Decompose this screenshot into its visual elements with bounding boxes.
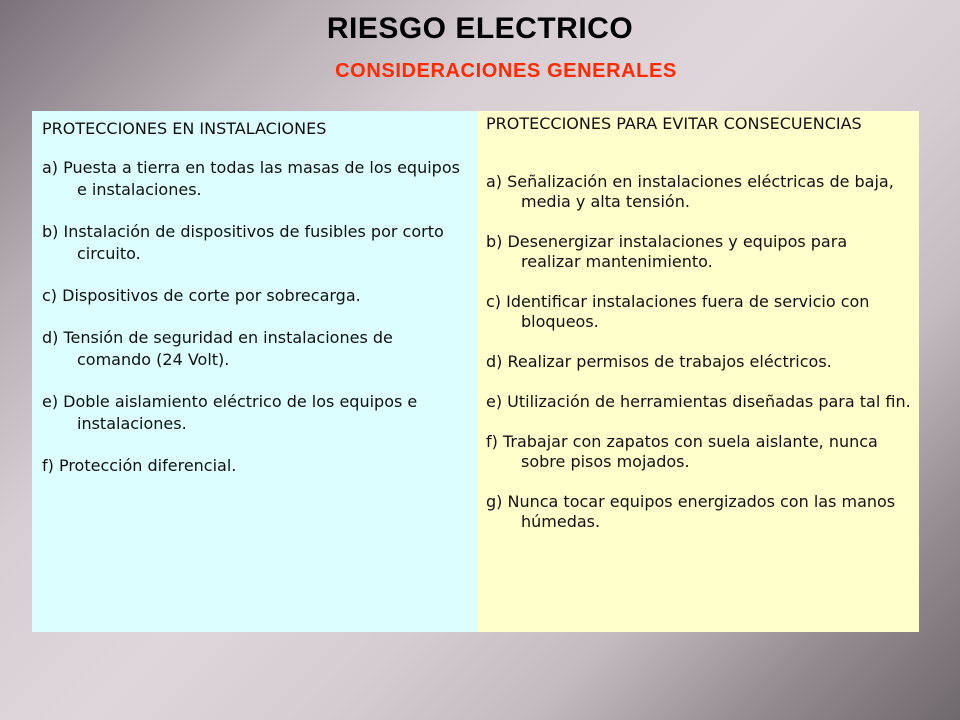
page-title: RIESGO ELECTRICO <box>326 12 634 45</box>
list-item: b) Instalación de dispositivos de fusibles por corto circuito. <box>42 222 444 263</box>
list-item: g) Nunca tocar equipos energizados con las manos húmedas. <box>486 492 896 531</box>
list-item: d) Realizar permisos de trabajos eléctricos. <box>486 352 832 371</box>
list-item: c) Identificar instalaciones fuera de servicio con bloqueos. <box>486 292 870 331</box>
list-item: e) Doble aislamiento eléctrico de los equipos e instalaciones. <box>42 392 418 433</box>
consequence-protections-panel <box>477 111 919 632</box>
list-item: e) Utilización de herramientas diseñadas para tal fin. <box>486 392 911 411</box>
list-item: f) Trabajar con zapatos con suela aislante, nunca sobre pisos mojados. <box>486 432 878 471</box>
list-item: f) Protección diferencial. <box>42 456 237 475</box>
installation-protections-heading: PROTECCIONES EN INSTALACIONES <box>42 119 327 138</box>
consequence-protections-heading: PROTECCIONES PARA EVITAR CONSECUENCIAS <box>486 114 862 133</box>
list-item: d) Tensión de seguridad en instalaciones de comando (24 Volt). <box>42 328 393 369</box>
installation-protections-panel <box>32 111 477 632</box>
list-item: b) Desenergizar instalaciones y equipos para realizar mantenimiento. <box>486 232 848 271</box>
list-item: a) Puesta a tierra en todas las masas de los equipos e instalaciones. <box>42 158 460 199</box>
list-item: a) Señalización en instalaciones eléctricas de baja, media y alta tensión. <box>486 172 894 211</box>
list-item: c) Dispositivos de corte por sobrecarga. <box>42 286 361 305</box>
page-subtitle: CONSIDERACIONES GENERALES <box>335 60 677 82</box>
